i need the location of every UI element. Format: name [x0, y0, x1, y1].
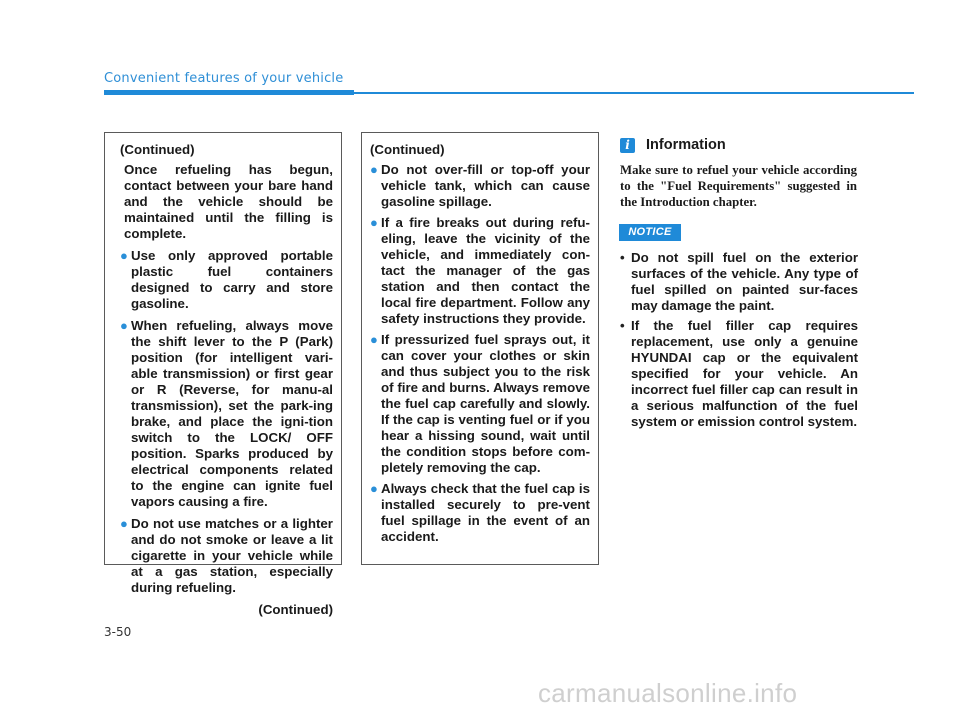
warning-paragraph: Once refueling has begun, contact between your bare hand and the vehicle should be maintained until the filling is complete. [124, 162, 333, 241]
warning-box-right [361, 132, 599, 565]
header-rule-thick [104, 90, 354, 95]
bullet-icon: ● [370, 332, 378, 347]
information-title: Information [646, 137, 726, 153]
continued-label: (Continued) [370, 142, 445, 157]
info-icon: i [620, 138, 635, 153]
list-item: ● Use only approved portable plastic fuel containers designed to carry and store gasoline. [120, 248, 333, 311]
bullet-icon: ● [120, 248, 128, 263]
section-title: Convenient features of your vehicle [104, 71, 344, 86]
list-item: ● Always check that the fuel cap is installed securely to pre-vent fuel spillage in the event of an accident. [370, 481, 590, 544]
list-item: ● If pressurized fuel sprays out, it can cover your clothes or skin and thus subject you to the risk of fire and burns. Always remove the fuel cap carefully and slowly. If the cap is venting fuel or if you hear a hissing sound, wait until the condition stops before com-pletely removing the cap. [370, 332, 590, 475]
bullet-icon: • [620, 250, 625, 265]
list-item: ● If a fire breaks out during refu-eling, leave the vicinity of the vehicle, and immediately con-tact the manager of the gas station and then contact the local fire department. Follow any safety instructions they provide. [370, 215, 590, 326]
continued-label: (Continued) [120, 142, 195, 157]
list-item: ● Do not use matches or a lighter and do not smoke or leave a lit cigarette in your vehicle while at a gas station, especially during refueling. [120, 516, 333, 595]
header-rule-thin [354, 92, 914, 94]
list-item: ● When refueling, always move the shift lever to the P (Park) position (for intelligent vari-able transmission) or first gear or R (Reverse, for manu-al transmission), set the park-ing brake, and place the igni-tion switch to the LOCK/ OFF position. Sparks produced by electrical components related to the engine can ignite fuel vapors causing a fire. [120, 318, 333, 509]
information-heading [620, 137, 726, 153]
bullet-icon: ● [370, 481, 378, 496]
watermark: carmanualsonline.info [538, 678, 798, 708]
warning-list [120, 248, 333, 596]
notice-badge: NOTICE [619, 224, 681, 241]
notice-list [620, 250, 858, 434]
bullet-icon: ● [120, 516, 128, 531]
information-text: Make sure to refuel your vehicle according to the "Fuel Requirements" suggested in the Introduction chapter. [620, 163, 857, 209]
continued-label-bottom: (Continued) [258, 602, 333, 617]
bullet-icon: ● [370, 162, 378, 177]
bullet-icon: ● [370, 215, 378, 230]
list-item: ● Do not over-fill or top-off your vehicle tank, which can cause gasoline spillage. [370, 162, 590, 209]
bullet-icon: ● [120, 318, 128, 333]
warning-list [370, 162, 590, 545]
warning-box-left [104, 132, 342, 617]
page-number: 3-50 [104, 625, 132, 639]
list-item: • Do not spill fuel on the exterior surfaces of the vehicle. Any type of fuel spilled on painted sur-faces may damage the paint. [620, 250, 858, 313]
bullet-icon: • [620, 318, 625, 333]
list-item: • If the fuel filler cap requires replacement, use only a genuine HYUNDAI cap or the equivalent specified for your vehicle. An incorrect fuel filler cap can result in a serious malfunction of the fuel system or emission control system. [620, 318, 858, 429]
